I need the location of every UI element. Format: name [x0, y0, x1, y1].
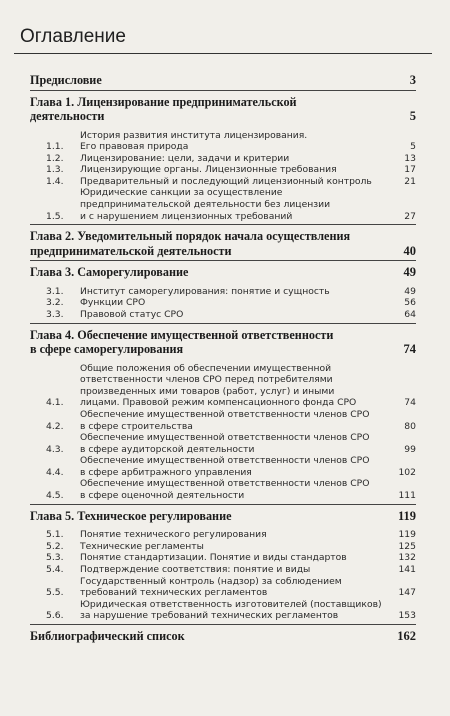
toc-entry-title — [30, 509, 398, 524]
toc-entry-title — [80, 409, 404, 432]
toc-entry-title-line: ответственности членов СРО перед потребителями — [80, 374, 333, 386]
toc-entry-title-line: Правовой статус СРО — [80, 308, 184, 320]
toc-entry-title-line: требований технических регламентов — [80, 587, 268, 599]
toc-entry-title — [30, 629, 397, 644]
toc-page-number: 5 — [410, 141, 416, 153]
toc-entry-title-line: в сфере арбитражного управления — [80, 466, 252, 478]
toc-chapter-entry[interactable] — [30, 509, 416, 524]
toc-section-entry[interactable] — [30, 153, 416, 165]
toc-entry-title-line: Функции СРО — [80, 297, 146, 309]
toc-page-number: 5 — [409, 109, 416, 123]
toc-page-number: 162 — [397, 628, 416, 643]
toc-entry-title-line: произведенных ими товаров (работ, услуг) и иными — [80, 385, 335, 397]
toc-entry-title-line: в сфере саморегулирования — [30, 342, 184, 357]
toc-entry-title-line: Предисловие — [30, 73, 102, 87]
toc-entry-title-line: Лицензирующие органы. Лицензионные требования — [80, 164, 337, 176]
toc-page-number: 153 — [398, 610, 416, 622]
toc-section-entry[interactable] — [30, 564, 416, 576]
toc-entry-number: 4.4. — [46, 466, 64, 478]
toc-section-entry[interactable] — [30, 552, 416, 564]
toc-entry-number: 4.5. — [46, 490, 64, 502]
toc-entry-title-line: Предварительный и последующий лицензионный контроль — [80, 175, 372, 187]
toc-section-entry[interactable] — [30, 455, 416, 478]
toc-entry-number: 5.4. — [46, 563, 64, 575]
toc-page-number: 74 — [404, 397, 416, 409]
toc-entry-title-line: Обеспечение имущественной ответственности членов СРО — [80, 408, 370, 420]
toc-entry-title-line: предпринимательской деятельности без лицензии — [80, 199, 331, 211]
section-divider — [30, 504, 416, 505]
toc-section-entry[interactable] — [30, 164, 416, 176]
toc-entry-title — [80, 599, 398, 622]
toc-entry-number: 5.1. — [46, 529, 64, 541]
toc-entry-number: 3.2. — [46, 297, 64, 309]
toc-entry-title — [80, 529, 398, 541]
toc-entry-title-line: Его правовая природа — [80, 141, 189, 153]
toc-entry-title — [80, 455, 398, 478]
toc-entry-title — [80, 552, 398, 564]
toc-entry-title-line: Институт саморегулирования: понятие и сущность — [80, 285, 330, 297]
toc-section-entry[interactable] — [30, 576, 416, 599]
toc-chapter-entry[interactable] — [30, 629, 416, 644]
toc-chapter-entry[interactable] — [30, 73, 416, 88]
toc-entry-title-line: Понятие технического регулирования — [80, 529, 267, 541]
toc-chapter-entry[interactable] — [30, 265, 416, 280]
toc-section-entry[interactable] — [30, 309, 416, 321]
toc-entry-title-line: в сфере оценочной деятельности — [80, 490, 245, 502]
section-divider — [30, 323, 416, 324]
toc-page-number: 49 — [404, 285, 416, 297]
toc-entry-title — [80, 478, 398, 501]
toc-chapter-entry[interactable] — [30, 229, 416, 258]
toc-entry-title — [80, 541, 398, 553]
toc-entry-title-line: в сфере строительства — [80, 420, 193, 432]
section-divider — [30, 224, 416, 225]
toc-section-entry[interactable] — [30, 363, 416, 409]
toc-entry-number: 3.1. — [46, 285, 64, 297]
toc-entry-title-line: Понятие стандартизации. Понятие и виды стандартов — [80, 552, 347, 564]
toc-entry-title — [80, 564, 398, 576]
toc-page-number: 27 — [404, 210, 416, 222]
toc-entry-number: 5.5. — [46, 587, 64, 599]
toc-entry-title-line: Обеспечение имущественной ответственности членов СРО — [80, 455, 370, 467]
toc-page-number: 64 — [404, 308, 416, 320]
toc-page-number: 99 — [404, 443, 416, 455]
toc-section-entry[interactable] — [30, 432, 416, 455]
toc-page-number: 147 — [398, 587, 416, 599]
toc-page-number: 13 — [404, 152, 416, 164]
toc-entry-title-line: Юридическая ответственность изготовителей (поставщиков) — [80, 598, 382, 610]
toc-entry-title-line: предпринимательской деятельности — [30, 243, 232, 258]
toc-section-entry[interactable] — [30, 478, 416, 501]
toc-entry-title — [80, 576, 398, 599]
toc-entry-title-line: Глава 5. Техническое регулирование — [30, 508, 232, 523]
toc-entry-number: 4.3. — [46, 443, 64, 455]
toc-entry-title-line: и с нарушением лицензионных требований — [80, 210, 293, 222]
toc-entry-number: 5.6. — [46, 610, 64, 622]
toc-entry-title — [80, 187, 404, 222]
toc-entry-title — [30, 328, 404, 357]
toc-entry-title — [80, 176, 404, 188]
section-divider — [30, 624, 416, 625]
toc-page-number: 56 — [404, 297, 416, 309]
toc-page-number: 125 — [398, 540, 416, 552]
section-divider — [30, 260, 416, 261]
toc-entry-title — [30, 265, 404, 280]
toc-page-number: 49 — [403, 265, 416, 280]
toc-entry-number: 4.1. — [46, 397, 64, 409]
toc-entry-title-line: Подтверждение соответствия: понятие и виды — [80, 563, 311, 575]
toc-entry-title-line: Обеспечение имущественной ответственности членов СРО — [80, 478, 370, 490]
toc-entry-number: 1.3. — [46, 164, 64, 176]
toc-section-entry[interactable] — [30, 187, 416, 222]
toc-section-entry[interactable] — [30, 130, 416, 153]
toc-chapter-entry[interactable] — [30, 328, 416, 357]
toc-page-number: 111 — [398, 490, 416, 502]
toc-entry-title-line: лицами. Правовой режим компенсационного фонда СРО — [80, 397, 357, 409]
toc-page-number: 3 — [409, 73, 416, 87]
toc-entry-title — [30, 95, 410, 124]
toc-section-entry[interactable] — [30, 599, 416, 622]
toc-section-entry[interactable] — [30, 176, 416, 188]
toc-entry-title-line: Глава 2. Уведомительный порядок начала осуществления — [30, 229, 351, 244]
toc-entry-number: 1.5. — [46, 210, 64, 222]
toc-section-entry[interactable] — [30, 286, 416, 298]
toc-section-entry[interactable] — [30, 297, 416, 309]
section-divider — [30, 90, 416, 91]
toc-entry-title-line: Государственный контроль (надзор) за соблюдением — [80, 575, 342, 587]
toc-entry-number: 3.3. — [46, 308, 64, 320]
toc-page-number: 80 — [404, 420, 416, 432]
toc-page-number: 132 — [398, 552, 416, 564]
toc-entry-number: 1.2. — [46, 152, 64, 164]
toc-entry-title-line: деятельности — [30, 109, 105, 123]
toc-entry-title — [80, 363, 404, 409]
toc-chapter-entry[interactable] — [30, 95, 416, 124]
toc-entry-title-line: История развития института лицензирования. — [80, 129, 308, 141]
toc-entry-title — [80, 153, 404, 165]
toc-entry-number: 1.1. — [46, 141, 64, 153]
toc-page-number: 17 — [404, 164, 416, 176]
toc-entry-title — [30, 73, 410, 88]
toc-entry-title-line: Библиографический список — [30, 628, 185, 643]
toc-page-number: 141 — [398, 563, 416, 575]
toc-entry-title-line: Глава 3. Саморегулирование — [30, 265, 189, 280]
toc-entry-title-line: Глава 1. Лицензирование предпринимательской — [30, 94, 297, 109]
toc-page-number: 119 — [397, 508, 416, 523]
toc-page-number: 102 — [398, 466, 416, 478]
toc-page-number: 119 — [398, 529, 416, 541]
toc-entry-number: 5.2. — [46, 540, 64, 552]
toc-section-entry[interactable] — [30, 541, 416, 553]
toc-page-number: 21 — [404, 175, 416, 187]
page-title: Оглавление — [20, 26, 126, 47]
toc-section-entry[interactable] — [30, 409, 416, 432]
toc-page-number: 40 — [403, 243, 416, 258]
toc-entry-title-line: Обеспечение имущественной ответственности членов СРО — [80, 432, 370, 444]
toc-entry-title-line: Общие положения об обеспечении имущественной — [80, 362, 332, 374]
toc-entry-title — [80, 297, 404, 309]
toc-entry-title — [80, 164, 404, 176]
toc-entry-title-line: Технические регламенты — [80, 540, 204, 552]
toc-entry-title-line: Глава 4. Обеспечение имущественной ответственности — [30, 327, 334, 342]
toc-entry-title — [80, 286, 404, 298]
table-of-contents — [30, 73, 416, 643]
toc-entry-title-line: в сфере аудиторской деятельности — [80, 443, 255, 455]
toc-page-number: 74 — [403, 342, 416, 357]
toc-entry-title-line: Юридические санкции за осуществление — [80, 187, 283, 199]
toc-entry-title — [30, 229, 404, 258]
toc-entry-title — [80, 432, 404, 455]
toc-entry-title-line: Лицензирование: цели, задачи и критерии — [80, 152, 290, 164]
toc-entry-title — [80, 309, 404, 321]
title-divider — [14, 53, 432, 54]
toc-entry-number: 1.4. — [46, 175, 64, 187]
toc-entry-title — [80, 130, 410, 153]
toc-entry-title-line: за нарушение требований технических регламентов — [80, 610, 339, 622]
toc-entry-number: 4.2. — [46, 420, 64, 432]
toc-entry-number: 5.3. — [46, 552, 64, 564]
toc-section-entry[interactable] — [30, 529, 416, 541]
